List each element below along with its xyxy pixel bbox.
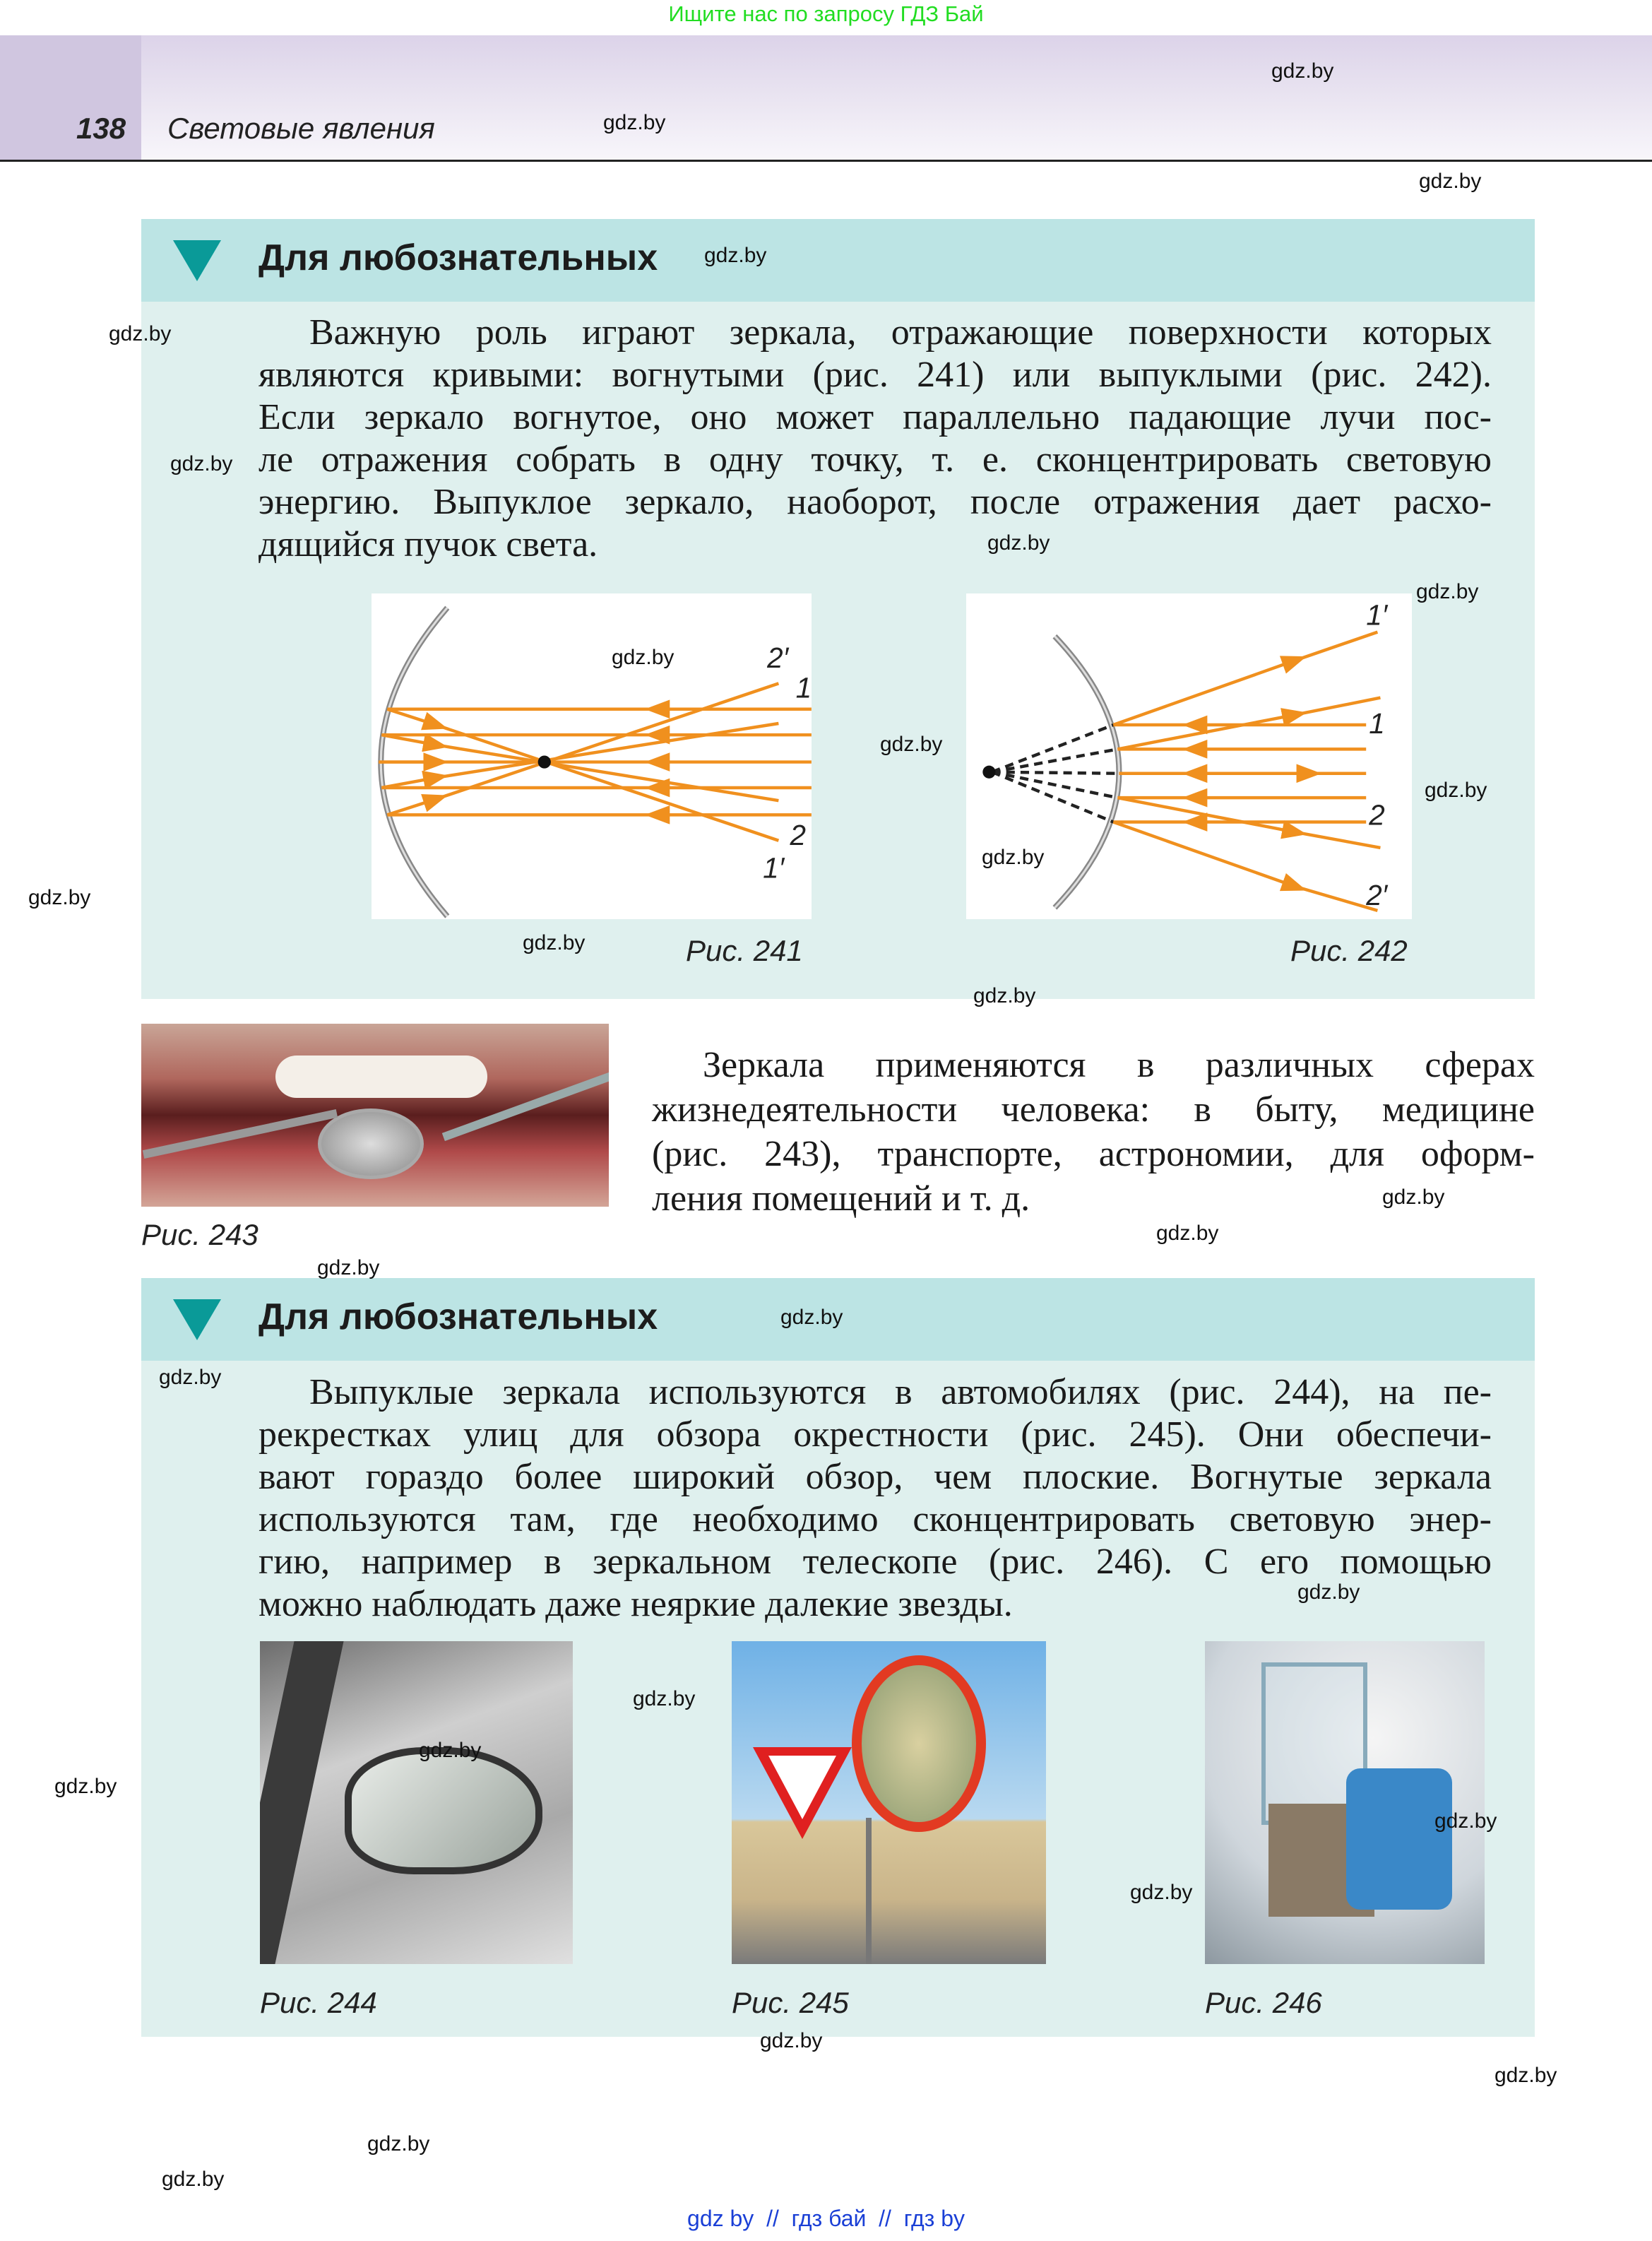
photo-243-dental-mirror: [141, 1024, 609, 1207]
ray-label: 2′: [1366, 878, 1388, 911]
box-paragraph: [259, 312, 1492, 566]
photo-246-telescope: [1205, 1641, 1485, 1964]
ray-label: 1′: [763, 851, 785, 885]
text-line: жизнедеятельности человека: в быту, медицине: [652, 1089, 1535, 1130]
figure-caption: Рис. 243: [141, 1218, 259, 1251]
watermark: gdz.by: [612, 646, 675, 669]
watermark: gdz.by: [973, 984, 1036, 1007]
text-line: вают гораздо более широкий обзор, чем плоские. Вогнутые зеркала: [259, 1457, 1492, 1497]
watermark: gdz.by: [1425, 779, 1487, 802]
ray-label: 1: [1369, 707, 1385, 740]
text-line: ле отражения собрать в одну точку, т. е. сконцентрировать световую: [259, 439, 1492, 480]
watermark: gdz.by: [54, 1775, 117, 1798]
ray-label: 1′: [1366, 598, 1388, 632]
watermark: gdz.by: [317, 1256, 380, 1279]
chapter-title: Световые явления: [167, 112, 435, 145]
figure-caption: Рис. 245: [732, 1986, 849, 2019]
triangle-marker-icon: [173, 1299, 221, 1340]
watermark: gdz.by: [880, 733, 943, 756]
figure-241-concave-mirror: [372, 593, 812, 919]
ray-label: 2: [1369, 798, 1385, 832]
curiosity-box-1: [141, 219, 1535, 999]
convex-mirror-diagram: [966, 593, 1412, 919]
watermark: gdz.by: [603, 111, 666, 134]
figure-caption: Рис. 244: [260, 1986, 377, 2019]
box-title: Для любознательных: [259, 237, 658, 278]
footer-links[interactable]: gdz by // гдз бай // гдз by: [687, 2206, 965, 2231]
search-hint-banner: Ищите нас по запросу ГДЗ Бай: [668, 1, 984, 26]
text-line: рекрестках улиц для обзора окрестности (рис. 245). Они обеспечи-: [259, 1414, 1492, 1455]
watermark: gdz.by: [1156, 1222, 1219, 1245]
photo-244-car-mirror: [260, 1641, 573, 1964]
watermark: gdz.by: [1271, 59, 1334, 83]
triangle-marker-icon: [173, 240, 221, 281]
text-line: Выпуклые зеркала используются в автомобилях (рис. 244), на пе-: [309, 1372, 1492, 1412]
watermark: gdz.by: [760, 2029, 823, 2052]
watermark: gdz.by: [780, 1306, 843, 1329]
text-line: являются кривыми: вогнутыми (рис. 241) или выпуклыми (рис. 242).: [259, 355, 1492, 395]
figure-caption: Рис. 246: [1205, 1986, 1322, 2019]
watermark: gdz.by: [704, 244, 767, 267]
watermark: gdz.by: [982, 846, 1045, 869]
text-line: Если зеркало вогнутое, оно может параллельно падающие лучи пос-: [259, 397, 1492, 437]
watermark: gdz.by: [28, 886, 91, 909]
text-line: дящийся пучок света.: [259, 524, 598, 564]
text-line: (рис. 243), транспорте, астрономии, для оформ-: [652, 1134, 1535, 1174]
text-line: можно наблюдать даже неяркие далекие звезды.: [259, 1584, 1013, 1624]
text-line: энергию. Выпуклое зеркало, наоборот, после отражения дает расхо-: [259, 482, 1492, 522]
watermark: gdz.by: [1494, 2064, 1557, 2087]
box-title: Для любознательных: [259, 1296, 658, 1337]
focus-point: [538, 755, 551, 768]
virtual-focus-point: [982, 766, 995, 779]
watermark: gdz.by: [1434, 1809, 1497, 1833]
concave-mirror-diagram: [372, 593, 812, 919]
figure-242-convex-mirror: [966, 593, 1412, 919]
text-line: гию, например в зеркальном телескопе (рис. 246). С его помощью: [259, 1542, 1492, 1582]
watermark: gdz.by: [987, 531, 1050, 555]
watermark: gdz.by: [1382, 1185, 1445, 1209]
ray-label: 2: [790, 818, 807, 851]
watermark: gdz.by: [367, 2132, 430, 2156]
watermark: gdz.by: [633, 1687, 696, 1710]
watermark: gdz.by: [419, 1739, 482, 1762]
curiosity-box-2: [141, 1278, 1535, 2037]
ray-label: 2′: [767, 641, 789, 675]
watermark: gdz.by: [109, 322, 172, 345]
watermark: gdz.by: [1130, 1881, 1193, 1904]
watermark: gdz.by: [523, 931, 586, 954]
watermark: gdz.by: [170, 452, 233, 475]
watermark: gdz.by: [1419, 170, 1482, 193]
page-number: 138: [76, 112, 126, 145]
figure-caption: Рис. 242: [1290, 934, 1408, 967]
photo-245-road-mirror: [732, 1641, 1046, 1964]
watermark: gdz.by: [1297, 1580, 1360, 1604]
watermark: gdz.by: [162, 2168, 225, 2191]
ray-label: 1: [795, 671, 812, 704]
text-line: ления помещений и т. д.: [652, 1178, 1030, 1219]
figure-caption: Рис. 241: [686, 934, 803, 967]
header-divider: [0, 160, 1652, 162]
watermark: gdz.by: [1416, 580, 1479, 603]
text-line: используются там, где необходимо сконцентрировать световую энер-: [259, 1499, 1492, 1539]
text-line: Важную роль играют зеркала, отражающие поверхности которых: [309, 312, 1492, 353]
watermark: gdz.by: [159, 1366, 222, 1389]
text-line: Зеркала применяются в различных сферах: [703, 1045, 1535, 1085]
